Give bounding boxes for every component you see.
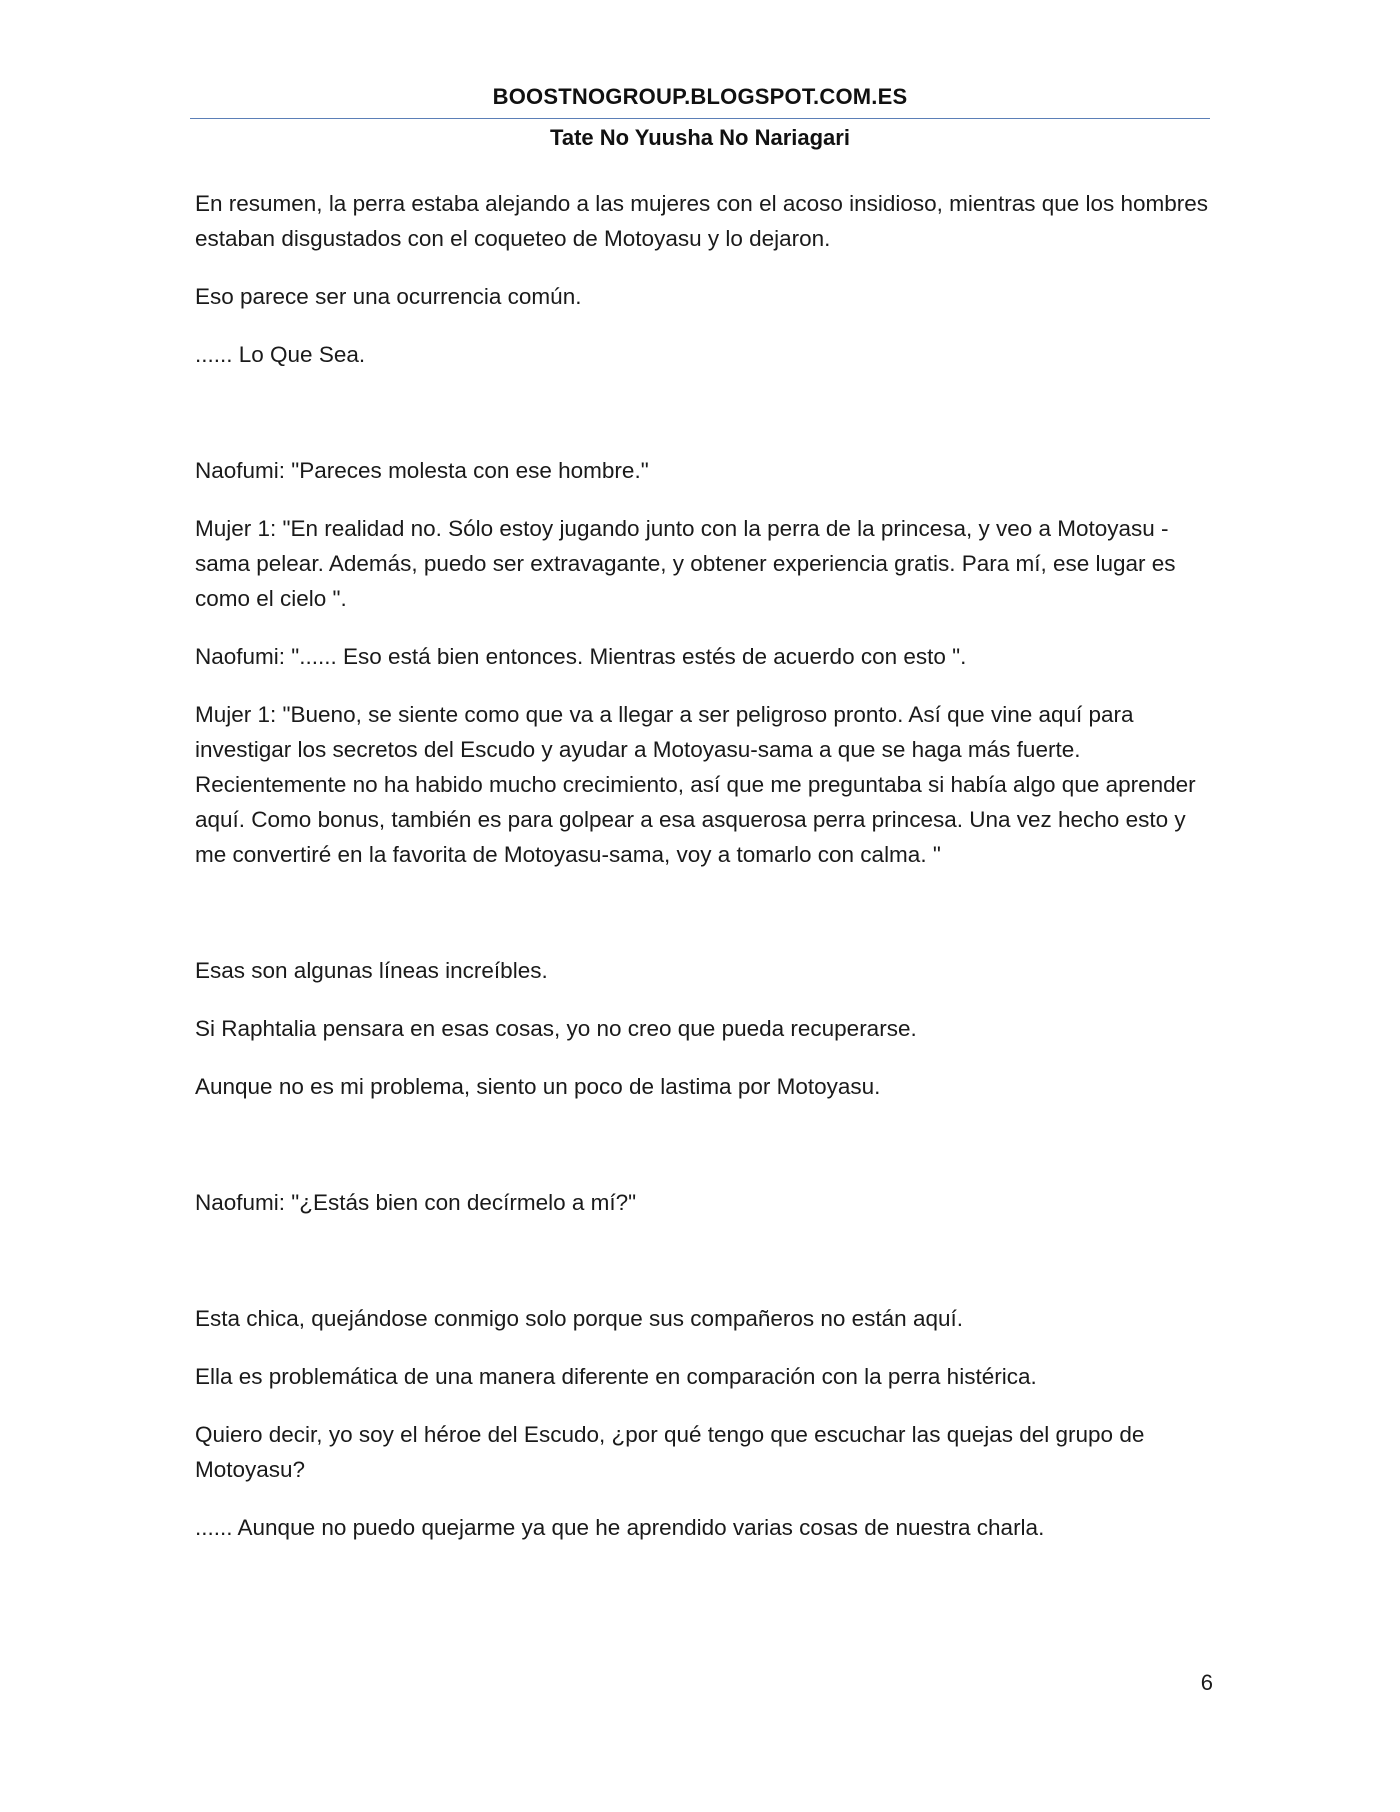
document-body — [195, 186, 1215, 1568]
paragraph: ...... Aunque no puedo quejarme ya que he aprendido varias cosas de nuestra charla. — [195, 1515, 1045, 1540]
paragraph: Aunque no es mi problema, siento un poco de lastima por Motoyasu. — [195, 1074, 881, 1099]
header-title: Tate No Yuusha No Nariagari — [550, 125, 850, 150]
paragraph: Ella es problemática de una manera diferente en comparación con la perra histérica. — [195, 1364, 1037, 1389]
section-gap — [195, 395, 1215, 453]
paragraph: Mujer 1: "Bueno, se siente como que va a llegar a ser peligroso pronto. Así que vine aquí para investigar los secretos del Escudo y ayudar a Motoyasu-sama a que se haga más fuerte. Recientemente no ha habido mucho crecimiento, así que me preguntaba si había algo que aprender aquí. Como bonus, también es para golpear a esa asquerosa perra princesa. Una vez hecho esto y me convertiré en la favorita de Motoyasu-sama, voy a tomarlo con calma. " — [195, 702, 1196, 867]
paragraph: En resumen, la perra estaba alejando a las mujeres con el acoso insidioso, mientras que los hombres estaban disgustados con el coqueteo de Motoyasu y lo dejaron. — [195, 191, 1209, 251]
page-number: 6 — [1200, 1670, 1213, 1695]
paragraph: Mujer 1: "En realidad no. Sólo estoy jugando junto con la perra de la princesa, y veo a Motoyasu -sama pelear. Además, puedo ser extravagante, y obtener experiencia gratis. Para mí, ese lugar es como el cielo ". — [195, 516, 1176, 611]
section-gap — [195, 1243, 1215, 1301]
header-site: BOOSTNOGROUP.BLOGSPOT.COM.ES — [492, 84, 908, 109]
paragraph: Naofumi: "...... Eso está bien entonces. Mientras estés de acuerdo con esto ". — [195, 644, 967, 669]
paragraph: Naofumi: "¿Estás bien con decírmelo a mí?" — [195, 1190, 637, 1215]
paragraph: Eso parece ser una ocurrencia común. — [195, 284, 582, 309]
section-gap — [195, 895, 1215, 953]
section-gap — [195, 1127, 1215, 1185]
header-divider — [190, 118, 1210, 119]
paragraph: Quiero decir, yo soy el héroe del Escudo, ¿por qué tengo que escuchar las quejas del grupo de Motoyasu? — [195, 1422, 1145, 1482]
paragraph: Naofumi: "Pareces molesta con ese hombre." — [195, 458, 649, 483]
paragraph: Si Raphtalia pensara en esas cosas, yo no creo que pueda recuperarse. — [195, 1016, 917, 1041]
paragraph: ...... Lo Que Sea. — [195, 342, 366, 367]
paragraph: Esas son algunas líneas increíbles. — [195, 958, 548, 983]
paragraph: Esta chica, quejándose conmigo solo porque sus compañeros no están aquí. — [195, 1306, 963, 1331]
